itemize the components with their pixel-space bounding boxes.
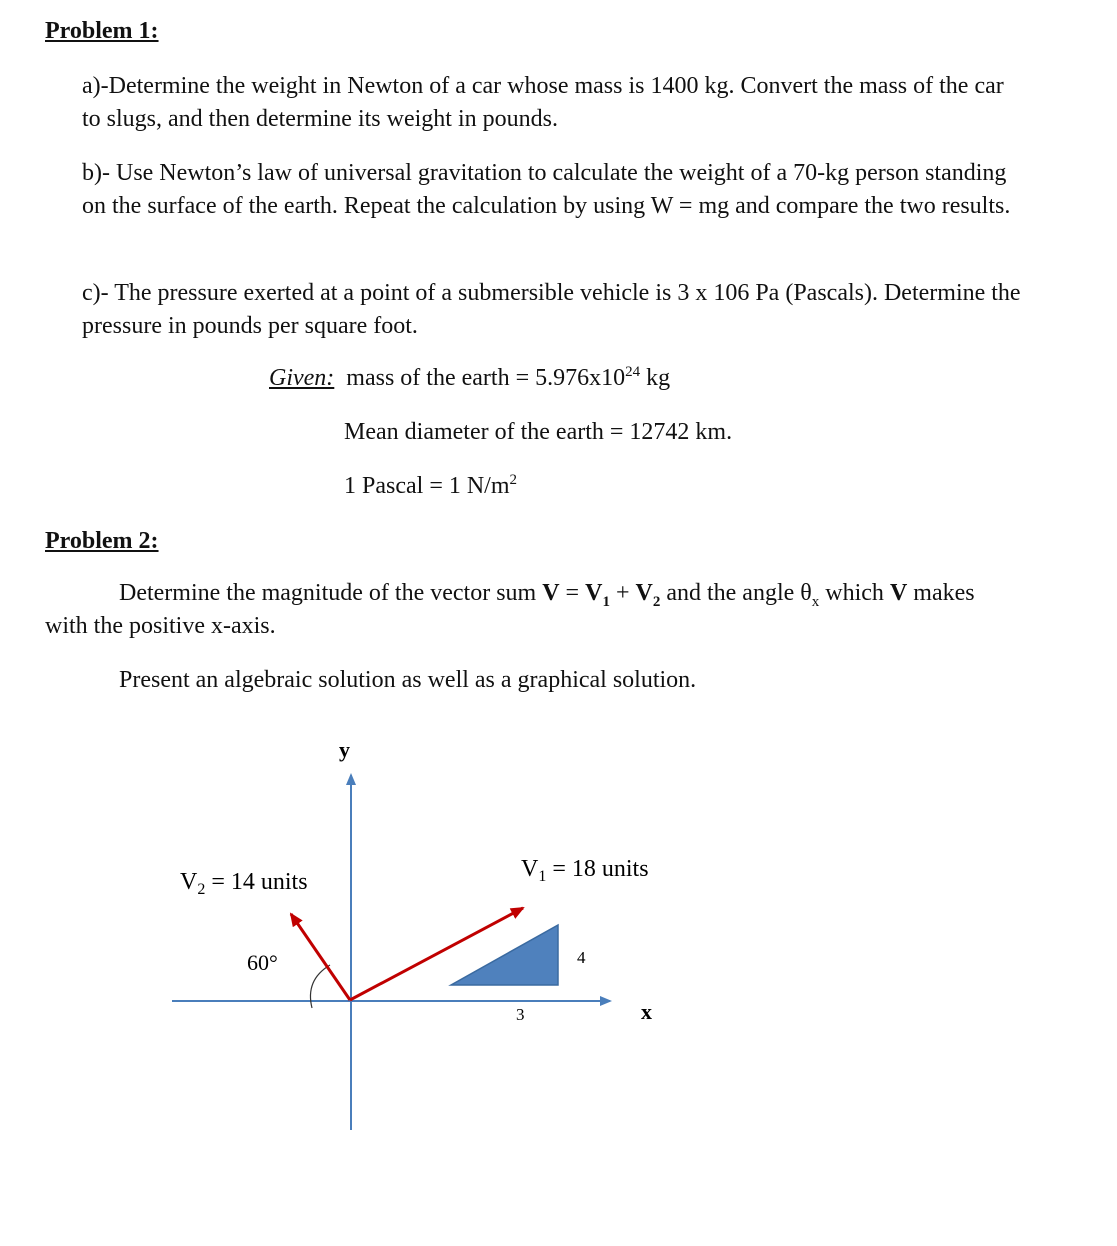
vector-v1-subscript: 1	[602, 593, 610, 610]
vector-v: V	[889, 580, 908, 606]
v1-label: $V_1 = 18$ units	[521, 856, 649, 885]
triangle-height-label: 4	[577, 948, 586, 967]
problem2-instruction: Present an algebraic solution as well as a graphical solution.	[119, 667, 697, 693]
given-diameter-line: Mean diameter of the earth = 12742 km.	[344, 419, 733, 445]
given-mass-exponent: 24	[625, 364, 641, 380]
vector-v2-arrow	[291, 914, 350, 1000]
slope-triangle	[451, 925, 558, 985]
problem2-statement-line2: with the positive x-axis.	[45, 613, 276, 639]
vector-v2-subscript: 2	[652, 593, 661, 610]
x-axis-label: x	[641, 999, 652, 1024]
vector-v: V	[542, 580, 560, 606]
statement-text: which	[819, 580, 890, 606]
problem2-heading: Problem 2:	[45, 528, 159, 554]
vector-v2: V	[635, 580, 653, 606]
statement-text: Determine the magnitude of the vector sum	[119, 580, 543, 606]
y-axis-label: y	[339, 737, 350, 762]
given-pascal-exponent: 2	[509, 472, 518, 488]
v2-label: $V_2 = 14$ units	[180, 869, 308, 898]
problem1-part-a: a)-Determine the weight in Newton of a car whose mass is 1400 kg. Convert the mass of the car to slugs, and then determine its weight in pounds.	[82, 73, 1004, 132]
theta-subscript: x	[811, 593, 820, 610]
problem1-part-b: b)- Use Newton’s law of universal gravitation to calculate the weight of a 70-kg person standing on the surface of the earth. Repeat the calculation by using W = mg and compare the two results.	[82, 160, 1011, 219]
vector-v1-arrow	[350, 908, 523, 1000]
given-mass-unit: kg	[640, 365, 671, 391]
triangle-base-label: 3	[516, 1005, 525, 1024]
statement-text: +	[609, 580, 636, 606]
statement-text: and the angle θ	[660, 580, 812, 606]
given-pascal-text: 1 Pascal = 1 N/m	[344, 473, 510, 499]
vector-v1: V	[585, 580, 603, 606]
statement-text: makes	[907, 580, 975, 606]
problem1-heading: Problem 1:	[45, 18, 159, 44]
given-mass-text: mass of the earth = 5.976x10	[346, 365, 626, 391]
angle-label: 60°	[247, 950, 278, 975]
statement-text: =	[559, 580, 586, 606]
problem1-part-c: c)- The pressure exerted at a point of a submersible vehicle is 3 x 106 Pa (Pascals). Determine the pressure in pounds per square foot.	[82, 280, 1021, 339]
given-label: Given:	[269, 365, 335, 391]
